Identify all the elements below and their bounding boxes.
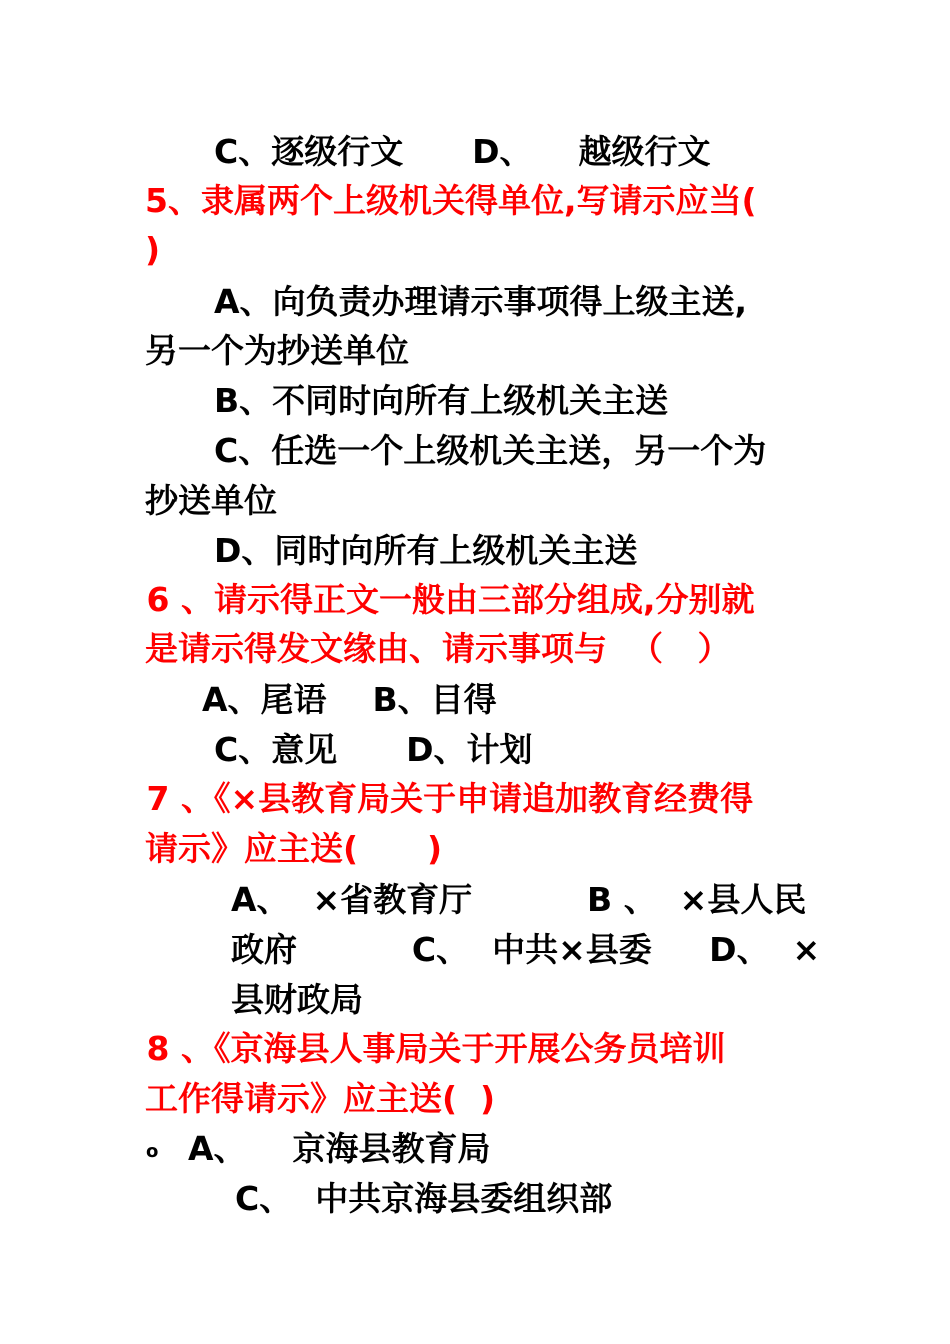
q5-option-c-line-2: 抄送单位 — [145, 481, 277, 520]
question-8-line-1: 8 、《京海县人事局关于开展公务员培训 — [135, 1029, 726, 1068]
q5-option-a-line-2: 另一个为抄送单位 — [145, 331, 409, 370]
q7-options-line-1: A、 ×省教育厅 B 、 ×县人民 — [231, 880, 807, 919]
q8-option-a: A、 京海县教育局 — [188, 1129, 491, 1168]
question-7-line-2: 请示》应主送( ) — [145, 829, 443, 868]
q5-option-c-line-1: C、任选一个上级机关主送，另一个为 — [214, 431, 767, 470]
q8-option-c: C、 中共京海县委组织部 — [235, 1179, 613, 1218]
question-6-line-1: 6 、请示得正文一般由三部分组成,分别就 — [135, 580, 755, 619]
question-8-line-2: 工作得请示》应主送( ) — [145, 1079, 496, 1118]
question-5-line-2: ) — [145, 230, 161, 269]
question-7-line-1: 7 、《×县教育局关于申请追加教育经费得 — [135, 779, 754, 818]
q5-option-a-line-1: A、向负责办理请示事项得上级主送, — [214, 282, 748, 321]
q5-option-b: B、不同时向所有上级机关主送 — [214, 381, 669, 420]
q6-options-ab: A、尾语 B、目得 — [202, 680, 497, 719]
q4-options-cd: C、逐级行文 D、 越级行文 — [214, 132, 711, 171]
q5-option-d: D、同时向所有上级机关主送 — [214, 531, 638, 570]
q7-options-line-3: 县财政局 — [231, 980, 363, 1019]
small-circle-mark: o — [146, 1141, 159, 1162]
q6-options-cd: C、意见 D、计划 — [214, 730, 533, 769]
q7-options-line-2: 政府 C、 中共×县委 D、 × — [231, 930, 821, 969]
question-5-line-1: 5、隶属两个上级机关得单位,写请示应当( — [145, 181, 757, 220]
question-6-line-2: 是请示得发文缘由、请示事项与 （ ） — [145, 629, 731, 668]
